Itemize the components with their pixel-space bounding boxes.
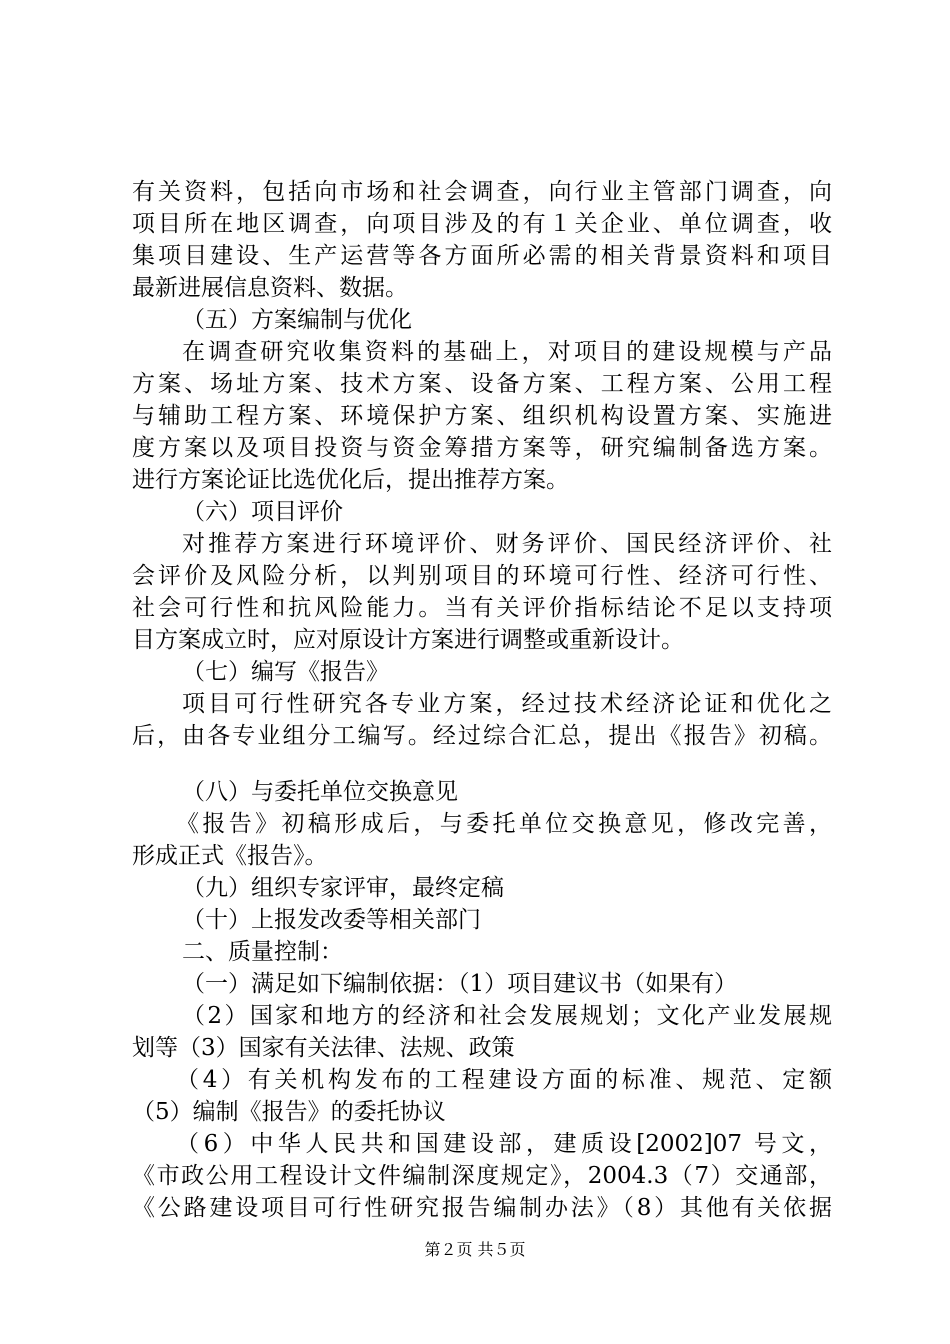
- body-text-line: 进行方案论证比选优化后，提出推荐方案。: [132, 467, 569, 493]
- body-text-line: 社会可行性和抗风险能力。当有关评价指标结论不足以支持项: [132, 595, 832, 621]
- section-heading: （八）与委托单位交换意见: [182, 779, 458, 805]
- body-text-line: 《报告》初稿形成后，与委托单位交换意见，修改完善，: [176, 811, 832, 837]
- body-text-line: 与辅助工程方案、环境保护方案、组织机构设置方案、实施进: [132, 403, 832, 429]
- body-text-line: 度方案以及项目投资与资金筹措方案等，研究编制备选方案。: [132, 435, 832, 461]
- body-text-line: （4）有关机构发布的工程建设方面的标准、规范、定额: [176, 1067, 832, 1093]
- body-text-line: （6）中华人民共和国建设部，建质设[2002]07 号文，: [176, 1131, 832, 1157]
- body-text-line: 在调查研究收集资料的基础上，对项目的建设规模与产品: [182, 339, 832, 365]
- body-text-line: 最新进展信息资料、数据。: [132, 275, 408, 301]
- body-text-line: 会评价及风险分析，以判别项目的环境可行性、经济可行性、: [132, 563, 832, 589]
- body-text-line: 有关资料，包括向市场和社会调查，向行业主管部门调查，向: [132, 179, 832, 205]
- page-footer: 第２页 共５页: [424, 1240, 526, 1259]
- body-text-line: 《市政公用工程设计文件编制深度规定》，2004.3（7）交通部，: [132, 1163, 832, 1189]
- body-text-line: （2）国家和地方的经济和社会发展规划；文化产业发展规: [182, 1003, 832, 1029]
- body-text-line: 形成正式《报告》。: [132, 843, 328, 869]
- section-heading: 二、质量控制：: [182, 939, 343, 965]
- body-text-line: 集项目建设、生产运营等各方面所必需的相关背景资料和项目: [132, 243, 832, 269]
- section-heading: （七）编写《报告》: [182, 659, 389, 685]
- body-text-line: 后，由各专业组分工编写。经过综合汇总，提出《报告》初稿。: [132, 723, 832, 749]
- body-text-line: 项目所在地区调查，向项目涉及的有１关企业、单位调查，收: [132, 211, 832, 237]
- section-heading: （五）方案编制与优化: [182, 307, 412, 333]
- body-text-line: 划等（3）国家有关法律、法规、政策: [132, 1035, 515, 1061]
- body-text-line: 《公路建设项目可行性研究报告编制办法》（8）其他有关依据: [132, 1195, 832, 1221]
- section-heading: （十）上报发改委等相关部门: [182, 907, 481, 933]
- body-text-line: 目方案成立时，应对原设计方案进行调整或重新设计。: [132, 627, 684, 653]
- section-heading: （六）项目评价: [182, 499, 343, 525]
- section-heading: （九）组织专家评审，最终定稿: [182, 875, 504, 901]
- body-text-line: 对推荐方案进行环境评价、财务评价、国民经济评价、社: [182, 531, 832, 557]
- body-text-line: 项目可行性研究各专业方案，经过技术经济论证和优化之: [182, 691, 832, 717]
- body-text-line: （一）满足如下编制依据：（1）项目建议书（如果有）: [182, 971, 738, 997]
- body-text-line: 方案、场址方案、技术方案、设备方案、工程方案、公用工程: [132, 371, 832, 397]
- body-text-line: （5）编制《报告》的委托协议: [132, 1099, 446, 1125]
